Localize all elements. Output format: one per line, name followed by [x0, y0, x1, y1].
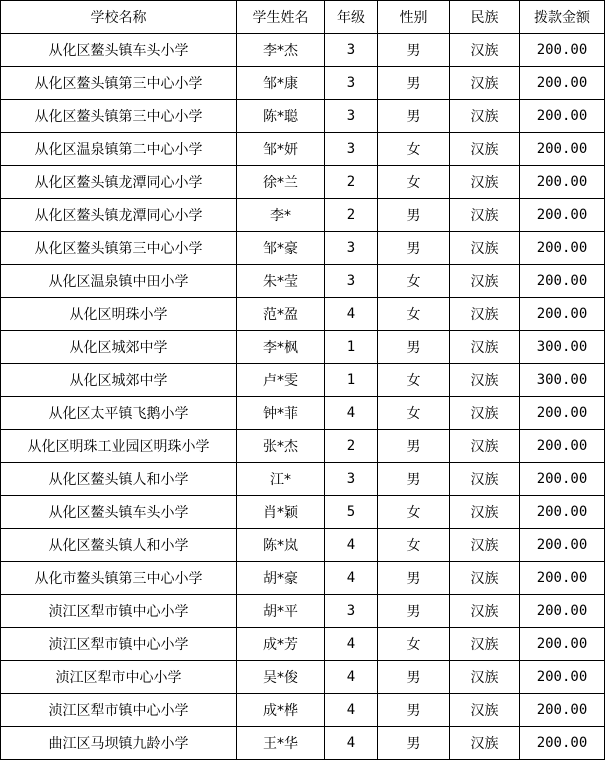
cell-gender: 男: [378, 562, 450, 595]
cell-school-name: 浈江区犁市镇中心小学: [1, 694, 237, 727]
table-row: [1, 694, 605, 727]
table-row: [1, 628, 605, 661]
cell-amount: 300.00: [520, 364, 605, 397]
table-row: [1, 100, 605, 133]
cell-student-name: 肖*颖: [237, 496, 325, 529]
cell-grade: 5: [325, 496, 378, 529]
cell-school-name: 从化区温泉镇第二中心小学: [1, 133, 237, 166]
cell-gender: 男: [378, 331, 450, 364]
cell-school-name: 曲江区马坝镇九龄小学: [1, 727, 237, 760]
header-student-name: 学生姓名: [237, 1, 325, 34]
cell-ethnicity: 汉族: [450, 496, 520, 529]
cell-student-name: 江*: [237, 463, 325, 496]
table-row: [1, 199, 605, 232]
cell-ethnicity: 汉族: [450, 166, 520, 199]
table-row: [1, 595, 605, 628]
header-amount: 拨款金额: [520, 1, 605, 34]
cell-gender: 男: [378, 199, 450, 232]
table-row: [1, 727, 605, 760]
cell-amount: 200.00: [520, 595, 605, 628]
cell-amount: 200.00: [520, 496, 605, 529]
cell-grade: 4: [325, 562, 378, 595]
cell-school-name: 从化区太平镇飞鹅小学: [1, 397, 237, 430]
table-row: [1, 166, 605, 199]
cell-ethnicity: 汉族: [450, 430, 520, 463]
cell-gender: 男: [378, 595, 450, 628]
cell-ethnicity: 汉族: [450, 265, 520, 298]
table-row: [1, 67, 605, 100]
table-header-row: [1, 1, 605, 34]
cell-ethnicity: 汉族: [450, 628, 520, 661]
cell-gender: 女: [378, 133, 450, 166]
cell-grade: 3: [325, 133, 378, 166]
cell-student-name: 王*华: [237, 727, 325, 760]
cell-student-name: 邹*妍: [237, 133, 325, 166]
cell-amount: 200.00: [520, 298, 605, 331]
cell-amount: 200.00: [520, 529, 605, 562]
cell-student-name: 徐*兰: [237, 166, 325, 199]
cell-student-name: 邹*豪: [237, 232, 325, 265]
cell-school-name: 浈江区犁市中心小学: [1, 661, 237, 694]
cell-student-name: 李*枫: [237, 331, 325, 364]
cell-school-name: 浈江区犁市镇中心小学: [1, 628, 237, 661]
cell-student-name: 范*盈: [237, 298, 325, 331]
cell-amount: 200.00: [520, 199, 605, 232]
cell-school-name: 从化区鳌头镇第三中心小学: [1, 232, 237, 265]
table-row: [1, 496, 605, 529]
cell-grade: 3: [325, 595, 378, 628]
cell-ethnicity: 汉族: [450, 364, 520, 397]
cell-ethnicity: 汉族: [450, 595, 520, 628]
cell-amount: 200.00: [520, 232, 605, 265]
cell-gender: 男: [378, 34, 450, 67]
header-ethnicity: 民族: [450, 1, 520, 34]
cell-gender: 女: [378, 397, 450, 430]
cell-grade: 1: [325, 364, 378, 397]
cell-ethnicity: 汉族: [450, 529, 520, 562]
header-gender: 性别: [378, 1, 450, 34]
cell-school-name: 从化市鳌头镇第三中心小学: [1, 562, 237, 595]
cell-ethnicity: 汉族: [450, 67, 520, 100]
cell-grade: 4: [325, 727, 378, 760]
cell-grade: 2: [325, 199, 378, 232]
cell-amount: 200.00: [520, 34, 605, 67]
cell-amount: 200.00: [520, 628, 605, 661]
cell-amount: 300.00: [520, 331, 605, 364]
cell-amount: 200.00: [520, 166, 605, 199]
cell-student-name: 胡*豪: [237, 562, 325, 595]
cell-school-name: 从化区鳌头镇人和小学: [1, 529, 237, 562]
cell-student-name: 成*桦: [237, 694, 325, 727]
table-row: [1, 265, 605, 298]
cell-student-name: 成*芳: [237, 628, 325, 661]
cell-grade: 4: [325, 661, 378, 694]
cell-ethnicity: 汉族: [450, 298, 520, 331]
cell-gender: 女: [378, 364, 450, 397]
cell-student-name: 陈*岚: [237, 529, 325, 562]
cell-gender: 男: [378, 232, 450, 265]
cell-gender: 男: [378, 694, 450, 727]
table-row: [1, 331, 605, 364]
cell-school-name: 从化区明珠工业园区明珠小学: [1, 430, 237, 463]
cell-amount: 200.00: [520, 661, 605, 694]
cell-ethnicity: 汉族: [450, 100, 520, 133]
cell-amount: 200.00: [520, 562, 605, 595]
cell-student-name: 胡*平: [237, 595, 325, 628]
table-row: [1, 430, 605, 463]
cell-ethnicity: 汉族: [450, 199, 520, 232]
cell-gender: 女: [378, 265, 450, 298]
cell-grade: 2: [325, 430, 378, 463]
table-row: [1, 397, 605, 430]
cell-grade: 3: [325, 463, 378, 496]
cell-school-name: 从化区鳌头镇第三中心小学: [1, 67, 237, 100]
cell-grade: 3: [325, 232, 378, 265]
cell-ethnicity: 汉族: [450, 133, 520, 166]
cell-school-name: 从化区鳌头镇人和小学: [1, 463, 237, 496]
cell-grade: 4: [325, 397, 378, 430]
cell-school-name: 从化区鳌头镇龙潭同心小学: [1, 166, 237, 199]
cell-amount: 200.00: [520, 694, 605, 727]
cell-amount: 200.00: [520, 265, 605, 298]
cell-gender: 男: [378, 100, 450, 133]
cell-grade: 4: [325, 628, 378, 661]
header-school-name: 学校名称: [1, 1, 237, 34]
table-body: [1, 34, 605, 760]
table-row: [1, 232, 605, 265]
cell-student-name: 邹*康: [237, 67, 325, 100]
cell-grade: 4: [325, 298, 378, 331]
table-row: [1, 529, 605, 562]
cell-grade: 3: [325, 67, 378, 100]
table-row: [1, 34, 605, 67]
table-row: [1, 463, 605, 496]
cell-ethnicity: 汉族: [450, 694, 520, 727]
cell-gender: 女: [378, 166, 450, 199]
table-row: [1, 562, 605, 595]
table-row: [1, 298, 605, 331]
cell-gender: 女: [378, 298, 450, 331]
cell-school-name: 浈江区犁市镇中心小学: [1, 595, 237, 628]
cell-ethnicity: 汉族: [450, 661, 520, 694]
cell-ethnicity: 汉族: [450, 562, 520, 595]
cell-amount: 200.00: [520, 67, 605, 100]
cell-school-name: 从化区鳌头镇龙潭同心小学: [1, 199, 237, 232]
cell-student-name: 李*杰: [237, 34, 325, 67]
cell-grade: 4: [325, 694, 378, 727]
cell-gender: 男: [378, 727, 450, 760]
cell-student-name: 钟*菲: [237, 397, 325, 430]
cell-grade: 3: [325, 100, 378, 133]
cell-amount: 200.00: [520, 727, 605, 760]
cell-student-name: 张*杰: [237, 430, 325, 463]
cell-grade: 3: [325, 265, 378, 298]
cell-amount: 200.00: [520, 397, 605, 430]
cell-grade: 4: [325, 529, 378, 562]
cell-school-name: 从化区城郊中学: [1, 331, 237, 364]
table-row: [1, 661, 605, 694]
cell-gender: 男: [378, 463, 450, 496]
cell-gender: 女: [378, 529, 450, 562]
cell-ethnicity: 汉族: [450, 463, 520, 496]
cell-grade: 3: [325, 34, 378, 67]
cell-ethnicity: 汉族: [450, 232, 520, 265]
cell-school-name: 从化区鳌头镇第三中心小学: [1, 100, 237, 133]
cell-student-name: 吴*俊: [237, 661, 325, 694]
cell-grade: 2: [325, 166, 378, 199]
cell-student-name: 李*: [237, 199, 325, 232]
cell-amount: 200.00: [520, 430, 605, 463]
cell-ethnicity: 汉族: [450, 727, 520, 760]
cell-ethnicity: 汉族: [450, 34, 520, 67]
cell-gender: 女: [378, 628, 450, 661]
cell-school-name: 从化区明珠小学: [1, 298, 237, 331]
cell-student-name: 卢*雯: [237, 364, 325, 397]
cell-gender: 男: [378, 661, 450, 694]
cell-student-name: 陈*聪: [237, 100, 325, 133]
cell-school-name: 从化区温泉镇中田小学: [1, 265, 237, 298]
cell-gender: 男: [378, 67, 450, 100]
cell-amount: 200.00: [520, 100, 605, 133]
table-row: [1, 364, 605, 397]
cell-amount: 200.00: [520, 463, 605, 496]
cell-school-name: 从化区城郊中学: [1, 364, 237, 397]
header-grade: 年级: [325, 1, 378, 34]
cell-amount: 200.00: [520, 133, 605, 166]
cell-school-name: 从化区鳌头镇车头小学: [1, 496, 237, 529]
cell-school-name: 从化区鳌头镇车头小学: [1, 34, 237, 67]
cell-ethnicity: 汉族: [450, 331, 520, 364]
cell-ethnicity: 汉族: [450, 397, 520, 430]
cell-gender: 男: [378, 430, 450, 463]
cell-grade: 1: [325, 331, 378, 364]
cell-gender: 女: [378, 496, 450, 529]
table-row: [1, 133, 605, 166]
cell-student-name: 朱*莹: [237, 265, 325, 298]
